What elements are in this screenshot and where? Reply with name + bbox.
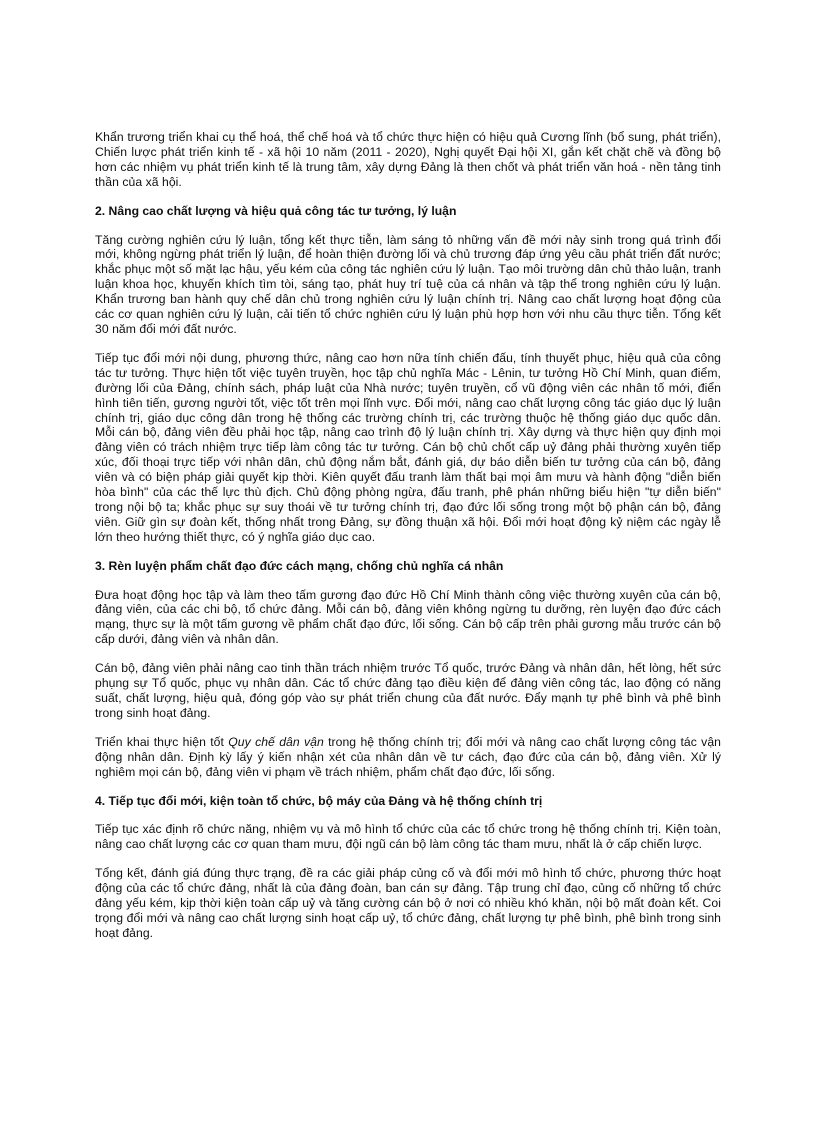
section-3-paragraph-3-text-end: trong hệ thống chính trị; đổi mới và nâng cao chất lượng công tác vận động nhân dân. Định kỳ lấy ý kiến nhận xét của nhân dân về tư cách, đạo đức của cán bộ, đảng viên. Xử lý nghiêm mọi cán bộ, đảng viên vi phạm về trách nhiệm, phẩm chất đạo đức, lối sống. xyxy=(95,734,721,779)
section-2-paragraph-1: Tăng cường nghiên cứu lý luận, tổng kết thực tiễn, làm sáng tỏ những vấn đề mới nảy sinh trong quá trình đổi mới, không ngừng phát triển lý luận, để hoàn thiện đường lối và chủ trương đáp ứng yêu cầu phát triển đất nước; khắc phục một số mặt lạc hậu, yếu kém của công tác nghiên cứu lý luận. Tạo môi trường dân chủ thảo luận, tranh luận khoa học, khuyến khích tìm tòi, sáng tạo, phát huy trí tuệ của cá nhân và tập thể trong nghiên cứu lý luận. Khẩn trương ban hành quy chế dân chủ trong nghiên cứu lý luận chính trị. Nâng cao chất lượng hoạt động của các cơ quan nghiên cứu lý luận, cải tiến tổ chức nghiên cứu lý luận phù hợp hơn với nhu cầu thực tiễn. Tổng kết 30 năm đổi mới đất nước. xyxy=(95,232,721,336)
section-4-paragraph-2: Tổng kết, đánh giá đúng thực trạng, đề ra các giải pháp củng cố và đổi mới mô hình tổ chức, phương thức hoạt động của các tổ chức đảng, nhất là của đảng đoàn, ban cán sự đảng. Tập trung chỉ đạo, củng cố những tổ chức đảng yếu kém, kịp thời kiện toàn cấp uỷ và tăng cường cán bộ ở nơi có nhiều khó khăn, nội bộ mất đoàn kết. Coi trọng đổi mới và nâng cao chất lượng sinh hoạt cấp uỷ, tổ chức đảng, chất lượng tự phê bình, phê bình trong sinh hoạt đảng. xyxy=(95,866,721,940)
section-2-heading: 2. Nâng cao chất lượng và hiệu quả công tác tư tưởng, lý luận xyxy=(95,203,457,218)
section-3-paragraph-1: Đưa hoạt động học tập và làm theo tấm gương đạo đức Hồ Chí Minh thành công việc thường xuyên của cán bộ, đảng viên, của các chi bộ, tổ chức đảng. Mỗi cán bộ, đảng viên không ngừng tu dưỡng, rèn luyện đạo đức cách mạng, thực sự là một tấm gương về phẩm chất đạo đức, lối sống. Cán bộ cấp trên phải gương mẫu trước cán bộ cấp dưới, đảng viên và nhân dân. xyxy=(95,587,721,647)
intro-paragraph: Khẩn trương triển khai cụ thể hoá, thể chế hoá và tổ chức thực hiện có hiệu quả Cương lĩnh (bổ sung, phát triển), Chiến lược phát triển kinh tế - xã hội 10 năm (2011 - 2020), Nghị quyết Đại hội XI, gắn kết chặt chẽ và đồng bộ hơn các nhiệm vụ phát triển kinh tế là trung tâm, xây dựng Đảng là then chốt và phát triển văn hoá - nền tảng tinh thần của xã hội. xyxy=(95,130,721,189)
section-3-paragraph-3 xyxy=(95,735,721,780)
section-3-paragraph-3-text-start: Triển khai thực hiện tốt xyxy=(95,734,229,749)
section-3-paragraph-2: Cán bộ, đảng viên phải nâng cao tinh thần trách nhiệm trước Tổ quốc, trước Đảng và nhân dân, hết lòng, hết sức phụng sự Tổ quốc, phục vụ nhân dân. Các tổ chức đảng tạo điều kiện để đảng viên công tác, lao động có năng suất, chất lượng, hiệu quả, đóng góp vào sự phát triển chung của đất nước. Đẩy mạnh tự phê bình và phê bình trong sinh hoạt đảng. xyxy=(95,661,721,720)
section-2-paragraph-2: Tiếp tục đổi mới nội dung, phương thức, nâng cao hơn nữa tính chiến đấu, tính thuyết phục, hiệu quả của công tác tư tưởng. Thực hiện tốt việc tuyên truyền, học tập chủ nghĩa Mác - Lênin, tư tưởng Hồ Chí Minh, quan điểm, đường lối của Đảng, chính sách, pháp luật của Nhà nước; tuyên truyền, cổ vũ động viên các nhân tố mới, điển hình tiên tiến, gương người tốt, việc tốt trên mọi lĩnh vực. Đổi mới, nâng cao chất lượng công tác giáo dục lý luận chính trị, giáo dục công dân trong hệ thống các trường chính trị, các trường thuộc hệ thống giáo dục quốc dân. Mỗi cán bộ, đảng viên đều phải học tập, nâng cao trình độ lý luận chính trị. Xây dựng và thực hiện quy định mọi đảng viên có trách nhiệm trực tiếp làm công tác tư tưởng. Cán bộ chủ chốt cấp uỷ đảng phải thường xuyên tiếp xúc, đối thoại trực tiếp với nhân dân, chủ động nắm bắt, đánh giá, dự báo diễn biến tư tưởng của cán bộ, đảng viên và có biện pháp giải quyết kịp thời. Kiên quyết đấu tranh làm thất bại mọi âm mưu và hành động "diễn biến hòa bình" của các thế lực thù địch. Chủ động phòng ngừa, đấu tranh, phê phán những biểu hiện "tự diễn biến" trong nội bộ ta; khắc phục sự suy thoái về tư tưởng chính trị, đạo đức lối sống trong một bộ phận cán bộ, đảng viên. Giữ gìn sự đoàn kết, thống nhất trong Đảng, sự đồng thuận xã hội. Đổi mới hoạt động kỷ niệm các ngày lễ lớn theo hướng thiết thực, có ý nghĩa giáo dục cao. xyxy=(95,350,721,544)
quy-che-dan-van-title: Quy chế dân vận xyxy=(228,734,324,749)
section-4-paragraph-1: Tiếp tục xác định rõ chức năng, nhiệm vụ và mô hình tổ chức của các tổ chức trong hệ thống chính trị. Kiện toàn, nâng cao chất lượng các cơ quan tham mưu, đội ngũ cán bộ làm công tác tham mưu, nhất là ở cấp chiến lược. xyxy=(95,822,721,852)
section-4-heading: 4. Tiếp tục đổi mới, kiện toàn tổ chức, bộ máy của Đảng và hệ thống chính trị xyxy=(95,793,543,808)
document-page xyxy=(95,130,721,955)
section-3-heading: 3. Rèn luyện phẩm chất đạo đức cách mạng, chống chủ nghĩa cá nhân xyxy=(95,558,504,573)
